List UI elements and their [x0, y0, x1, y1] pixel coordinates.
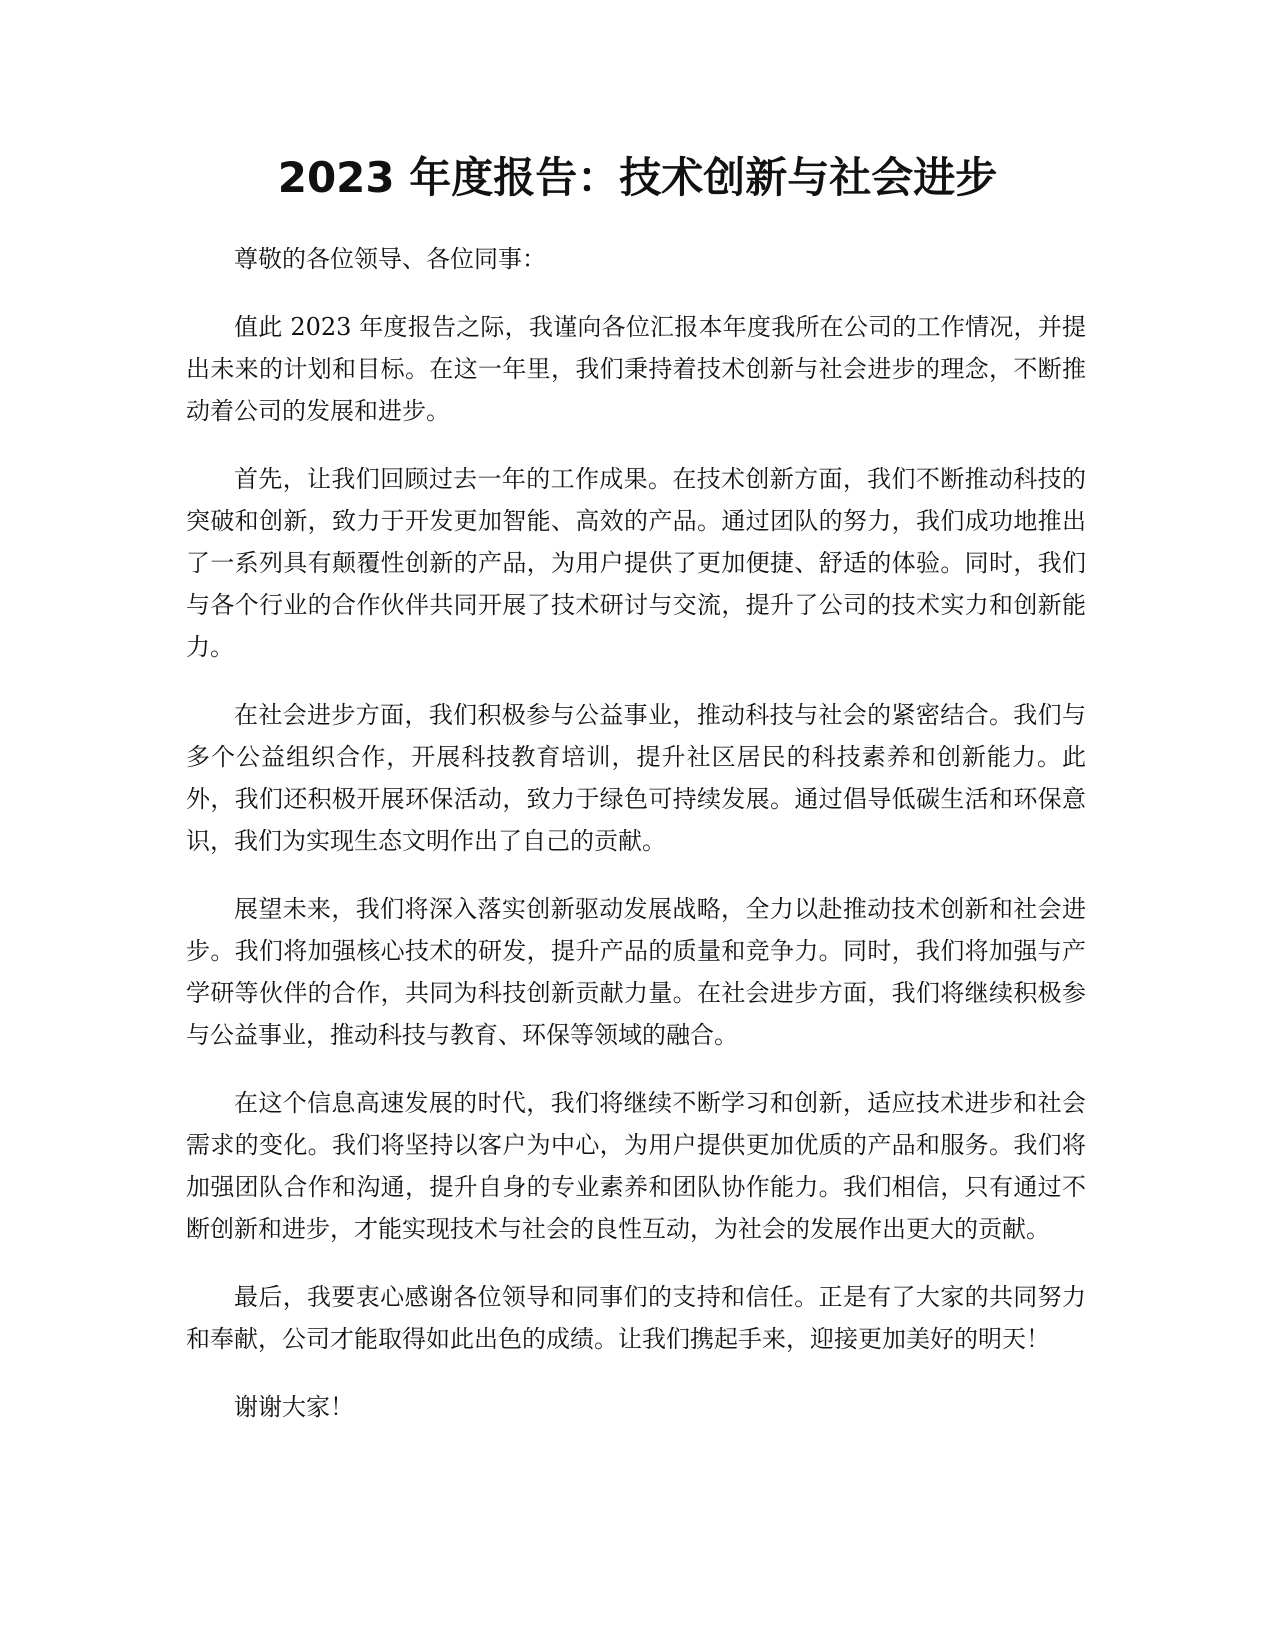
- commitment-paragraph: 在这个信息高速发展的时代，我们将继续不断学习和创新，适应技术进步和社会需求的变化。我们将坚持以客户为中心，为用户提供更加优质的产品和服务。我们将加强团队合作和沟通，提升自身的专业素养和团队协作能力。我们相信，只有通过不断创新和进步，才能实现技术与社会的良性互动，为社会的发展作出更大的贡献。: [186, 1089, 1086, 1243]
- intro-paragraph: 值此 2023 年度报告之际，我谨向各位汇报本年度我所在公司的工作情况，并提出未来的计划和目标。在这一年里，我们秉持着技术创新与社会进步的理念，不断推动着公司的发展和进步。: [186, 313, 1086, 425]
- social-progress-paragraph: 在社会进步方面，我们积极参与公益事业，推动科技与社会的紧密结合。我们与多个公益组织合作，开展科技教育培训，提升社区居民的科技素养和创新能力。此外，我们还积极开展环保活动，致力于绿色可持续发展。通过倡导低碳生活和环保意识，我们为实现生态文明作出了自己的贡献。: [186, 701, 1086, 855]
- salutation-paragraph: 尊敬的各位领导、各位同事：: [234, 245, 546, 273]
- page-title: 2023 年度报告：技术创新与社会进步: [277, 153, 998, 202]
- closing-paragraph: 谢谢大家！: [234, 1393, 354, 1421]
- document-body: [186, 238, 1086, 1454]
- achievements-paragraph: 首先，让我们回顾过去一年的工作成果。在技术创新方面，我们不断推动科技的突破和创新，致力于开发更加智能、高效的产品。通过团队的努力，我们成功地推出了一系列具有颠覆性创新的产品，为用户提供了更加便捷、舒适的体验。同时，我们与各个行业的合作伙伴共同开展了技术研讨与交流，提升了公司的技术实力和创新能力。: [186, 465, 1086, 661]
- outlook-paragraph: 展望未来，我们将深入落实创新驱动发展战略，全力以赴推动技术创新和社会进步。我们将加强核心技术的研发，提升产品的质量和竞争力。同时，我们将加强与产学研等伙伴的合作，共同为科技创新贡献力量。在社会进步方面，我们将继续积极参与公益事业，推动科技与教育、环保等领域的融合。: [186, 895, 1086, 1049]
- thanks-paragraph: 最后，我要衷心感谢各位领导和同事们的支持和信任。正是有了大家的共同努力和奉献，公司才能取得如此出色的成绩。让我们携起手来，迎接更加美好的明天！: [186, 1283, 1086, 1353]
